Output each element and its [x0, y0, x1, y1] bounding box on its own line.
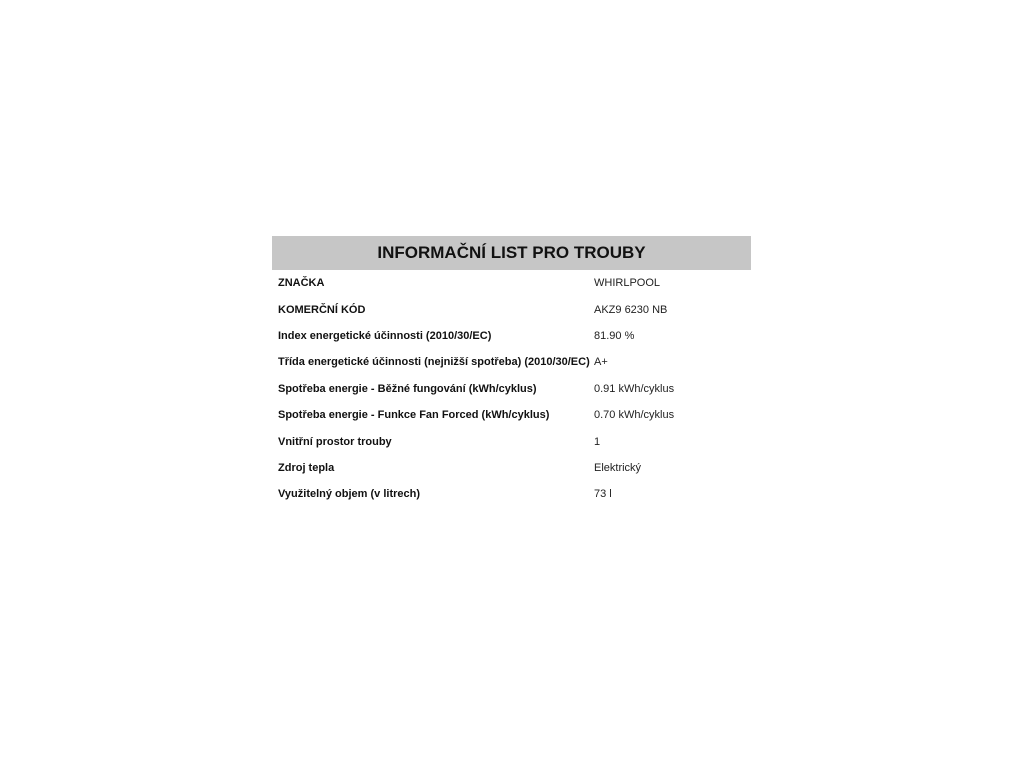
spec-row-consumption-fan-forced: [272, 402, 751, 428]
spec-value: 73 l: [594, 488, 612, 501]
spec-row-consumption-conventional: [272, 376, 751, 402]
spec-label: Index energetické účinnosti (2010/30/EC): [278, 329, 492, 342]
product-info-sheet: [272, 236, 751, 508]
spec-label: Využitelný objem (v litrech): [278, 488, 421, 501]
spec-label: KOMERČNÍ KÓD: [278, 303, 366, 316]
spec-value: AKZ9 6230 NB: [594, 303, 668, 316]
spec-label: Zdroj tepla: [278, 461, 335, 474]
spec-value: A+: [594, 356, 608, 369]
spec-label: Spotřeba energie - Běžné fungování (kWh/cyklus): [278, 382, 537, 395]
spec-label: Spotřeba energie - Funkce Fan Forced (kWh/cyklus): [278, 409, 550, 422]
spec-label: ZNAČKA: [278, 277, 325, 290]
spec-table: [272, 270, 751, 508]
spec-row-usable-volume: [272, 481, 751, 507]
sheet-title: INFORMAČNÍ LIST PRO TROUBY: [377, 243, 646, 262]
spec-row-heat-source: [272, 455, 751, 481]
spec-value: 1: [594, 435, 601, 448]
spec-row-energy-class: [272, 349, 751, 375]
spec-row-commercial-code: [272, 296, 751, 322]
spec-row-energy-index: [272, 323, 751, 349]
sheet-header: [272, 236, 751, 270]
spec-label: Vnitřní prostor trouby: [278, 435, 392, 448]
spec-value: Elektrický: [594, 461, 642, 474]
spec-label: Třída energetické účinnosti (nejnižší spotřeba) (2010/30/EC): [278, 356, 590, 369]
spec-value: 0.91 kWh/cyklus: [594, 382, 675, 395]
spec-value: WHIRLPOOL: [594, 277, 661, 290]
spec-value: 81.90 %: [594, 329, 635, 342]
spec-row-cavities: [272, 428, 751, 454]
spec-value: 0.70 kWh/cyklus: [594, 409, 675, 422]
spec-row-brand: [272, 270, 751, 296]
